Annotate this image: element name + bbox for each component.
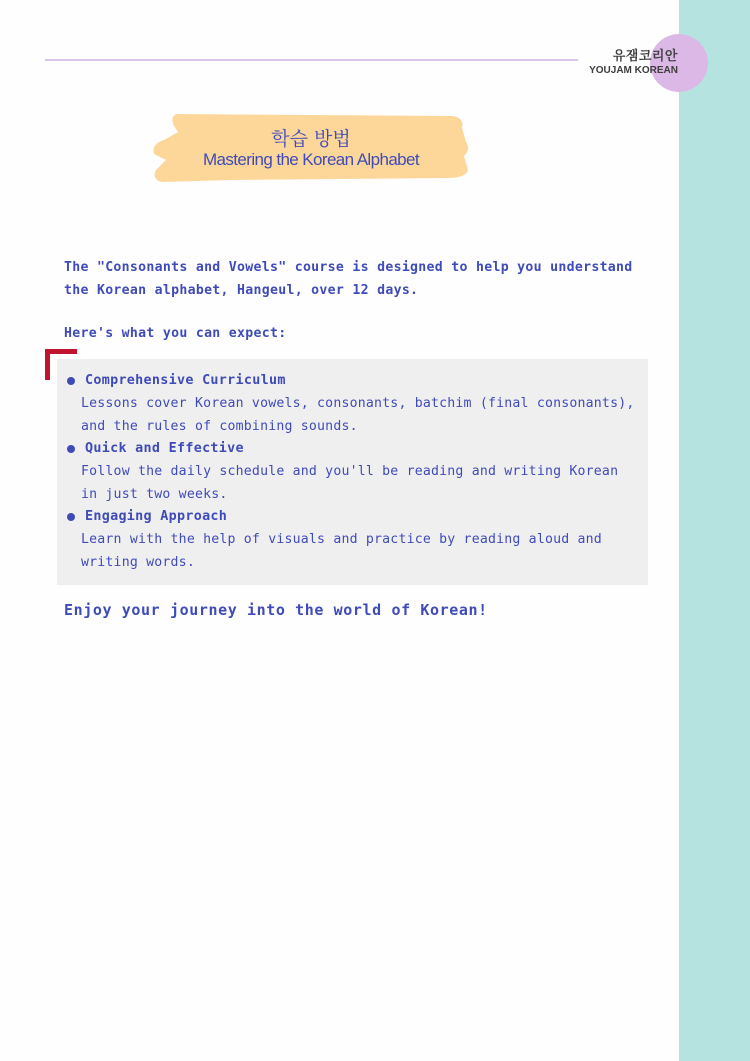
feature-item (66, 438, 641, 506)
brand-name-english: YOUJAM KOREAN (589, 65, 678, 76)
closing-line: Enjoy your journey into the world of Korean! (64, 601, 488, 619)
feature-item (66, 370, 641, 438)
feature-body: Lessons cover Korean vowels, consonants, batchim (final consonants), and the rules of combining sounds. (81, 396, 635, 434)
feature-item (66, 506, 641, 574)
feature-heading-text: Quick and Effective (85, 441, 244, 456)
feature-list (66, 370, 641, 574)
brand-name-korean: 유잼코리안 (612, 49, 678, 64)
bullet-icon (67, 513, 75, 521)
feature-heading (66, 506, 641, 528)
side-band (679, 0, 750, 1061)
title-korean: 학습 방법 (271, 128, 351, 150)
feature-heading (66, 438, 641, 460)
expect-heading: Here's what you can expect: (64, 326, 287, 341)
intro-paragraph: The "Consonants and Vowels" course is designed to help you understand the Korean alphabet, Hangeul, over 12 days. (64, 260, 633, 298)
title-english: Mastering the Korean Alphabet (202, 150, 420, 169)
bullet-icon (67, 445, 75, 453)
title-banner (152, 112, 470, 184)
feature-heading-text: Engaging Approach (85, 509, 228, 524)
feature-body: Learn with the help of visuals and practice by reading aloud and writing words. (81, 532, 602, 570)
bullet-icon (67, 377, 75, 385)
header-divider (45, 59, 578, 61)
feature-heading-text: Comprehensive Curriculum (85, 373, 286, 388)
feature-body: Follow the daily schedule and you'll be reading and writing Korean in just two weeks. (81, 464, 619, 502)
feature-heading (66, 370, 641, 392)
